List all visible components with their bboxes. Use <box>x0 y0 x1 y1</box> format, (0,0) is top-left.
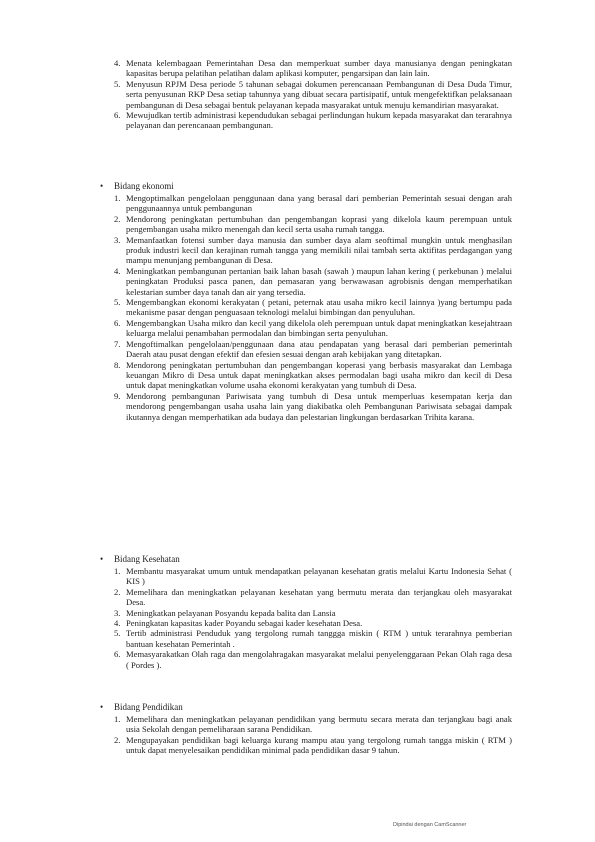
bullet-icon: • <box>100 554 104 564</box>
scanner-watermark: Dipindai dengan CamScanner <box>393 822 467 828</box>
bullet-icon: • <box>100 702 104 712</box>
item-text: Tertib administrasi Penduduk yang tergolong rumah tanggga miskin ( RTM ) untuk terarahnya pemberian bantuan kesehatan Pemerintah . <box>126 628 512 649</box>
list-item <box>114 649 512 670</box>
list-item <box>114 608 512 618</box>
item-number: 4. <box>114 265 121 276</box>
kesehatan-list <box>114 566 512 670</box>
item-text: Mendorong pembangunan Pariwisata yang tumbuh di Desa untuk memperluas kesempatan kerja dan mendorong pengembangan usaha usaha lain yang diakibatka oleh Pembangunan Pariwisata sebagai dampak ikutannya dengan memperhatikan ada budaya dan pelestarian lingkungan berdasarkan Trihita karana. <box>126 390 512 422</box>
item-text: Mewujudkan tertib administrasi kependudukan sebagai perlindungan hukum kepada masyarakat dan terarahnya pelayanan dan perencanaan pembangunan. <box>126 110 512 131</box>
item-number: 5. <box>114 297 121 308</box>
item-text: Memanfaatkan fotensi sumber daya manusia dan sumber daya alam seoftimal mungkin untuk menghasilan produk industri kecil dan kerajinan rumah tangga yang memikili nilai tambah serta aktifitas perdagangan yang mampu menunjang pembangunan di Desa. <box>126 234 512 266</box>
item-text: Mengoftimalkan pengelolaan/penggunaan dana atau pendapatan yang berasal dari pemberian pemerintah Daerah atau pusat dengan efektif dan efesien sesuai dengan arah kebijakan yang ditetapkan. <box>126 338 512 360</box>
list-item <box>114 58 512 79</box>
item-number: 2. <box>114 734 121 745</box>
list-item <box>114 360 512 391</box>
item-number: 8. <box>114 359 121 370</box>
item-text: Mengembangkan ekonomi kerakyatan ( petani, peternak atau usaha mikro kecil lainnya )yang bertumpu pada mekanisme pasar dengan penguasaan teknologi melalui bimbingan dan penyuluhan. <box>126 297 512 318</box>
item-text: Mengupayakan pendidikan bagi keluarga kurang mampu atau yang tergolong rumah tangga miskin ( RTM ) untuk dapat menyelesaikan pendidikan minimal pada pendidikan dasar 9 tahun. <box>126 734 512 756</box>
list-item <box>114 618 512 628</box>
section-heading-kesehatan <box>100 554 512 565</box>
ekonomi-items <box>114 193 512 422</box>
item-text: Peningkatan kapasitas kader Poyandu sebagai kader kesehatan Desa. <box>126 618 363 629</box>
list-item <box>114 297 512 318</box>
kesehatan-items <box>114 566 512 670</box>
item-number: 3. <box>114 607 121 618</box>
pendidikan-list <box>114 714 512 756</box>
item-number: 9. <box>114 390 121 401</box>
item-number: 2. <box>114 213 121 224</box>
item-number: 4. <box>114 58 121 68</box>
section-heading-pendidikan <box>100 702 512 713</box>
item-number: 6. <box>114 649 121 660</box>
item-number: 6. <box>114 110 121 121</box>
list-item <box>114 214 512 235</box>
ekonomi-list <box>114 193 512 422</box>
list-item <box>114 318 512 339</box>
section-heading-ekonomi <box>100 181 512 192</box>
list-item <box>114 735 512 756</box>
list-item <box>114 339 512 360</box>
heading-text: Bidang Kesehatan <box>114 554 180 564</box>
item-number: 1. <box>114 566 121 576</box>
item-text: Memelihara dan meningkatkan pelayanan pendidikan yang bermutu secara merata dan terjangkau bagi anak usia Sekolah dengan pemeliharaan sarana Pendidikan. <box>126 714 512 735</box>
section-pendidikan <box>100 702 512 713</box>
item-number: 5. <box>114 78 121 89</box>
heading-text: Bidang ekonomi <box>114 181 174 191</box>
item-text: Memasyarakatkan Olah raga dan mengolahragakan masyarakat melalui penyelenggaraan Pekan Olah raga desa ( Pordes ). <box>126 649 512 670</box>
item-text: Memelihara dan meningkatkan pelayanan kesehatan yang bermutu merata dan terjangkau oleh masyarakat Desa. <box>126 586 512 608</box>
item-text: Membantu masyarakat umum untuk mendapatkan pelayanan kesehatan gratis melalui Kartu Indonesia Sehat ( KIS ) <box>126 566 512 587</box>
item-text: Mendorong peningkatan pertumbuhan dan pengembangan koprasi yang dikelola kaum perempuan untuk pengembangan usaha mikro menengah dan kecil serta usaha rumah tangga. <box>126 213 512 235</box>
item-number: 3. <box>114 234 121 245</box>
item-text: Menyusun RPJM Desa periode 5 tahunan sebagai dokumen perencanaan Pembangunan di Desa Duda Timur, serta penyusunan RKP Desa setiap tahunnya yang dibuat secara partisipatif, untuk mengefektifkan pelaksanaan pembangunan di Desa sebagai bentuk pelayanan kepada masyarakat untuk menuju kemandirian masyarakat. <box>126 78 512 110</box>
list-item <box>114 714 512 735</box>
list-item <box>114 79 512 110</box>
heading-text: Bidang Pendidikan <box>114 702 183 712</box>
section-kesehatan <box>100 554 512 565</box>
item-number: 6. <box>114 317 121 328</box>
section-ekonomi <box>100 181 512 192</box>
list-item <box>114 566 512 587</box>
intro-list <box>114 58 512 131</box>
item-text: Mengembangkan Usaha mikro dan kecil yang dikelola oleh perempuan untuk dapat meningkatkan kesejahtraan keluarga melalui penambahan permodalan dan bimbingan serta penyuluhan. <box>126 317 512 339</box>
item-text: Mengoptimalkan pengelolaan penggunaan dana yang berasal dari pemberian Pemerintah sesuai dengan arah penggunaannya untuk pembangunan <box>126 193 512 214</box>
item-number: 5. <box>114 628 121 639</box>
item-text: Meningkatkan pembangunan pertanian baik lahan basah (sawah ) maupun lahan kering ( perkebunan ) melalui peningkatan Produksi pasca panen, dan pemasaran yang berwawasan agrobisnis dengan memperhatikan kelestarian sumber daya tanah dan air yang tersedia. <box>126 265 512 297</box>
item-number: 4. <box>114 618 121 629</box>
bullet-icon: • <box>100 181 104 191</box>
list-item <box>114 193 512 214</box>
item-text: Meningkatkan pelayanan Posyandu kepada balita dan Lansia <box>126 607 336 618</box>
item-number: 7. <box>114 338 121 349</box>
item-number: 1. <box>114 193 121 203</box>
list-item <box>114 587 512 608</box>
list-item <box>114 235 512 266</box>
list-item <box>114 628 512 649</box>
intro-section <box>114 58 512 131</box>
list-item <box>114 266 512 297</box>
item-text: Mendorong peningkatan pertumbuhan dan pengembangan koperasi yang berbasis masyarakat dan Lembaga keuangan Mikro di Desa untuk dapat meningkatkan akses permodalan bagi usaha mikro dan kecil di Desa untuk dapat meningkatkan volume usaha ekonomi kerakyatan yang tumbuh di Desa. <box>126 359 512 391</box>
pendidikan-items <box>114 714 512 756</box>
list-item <box>114 110 512 131</box>
item-number: 1. <box>114 714 121 724</box>
list-item <box>114 391 512 422</box>
item-number: 2. <box>114 586 121 597</box>
item-text: Menata kelembagaan Pemerintahan Desa dan memperkuat sumber daya manusianya dengan peningkatan kapasitas berupa pelatihan pelatihan dalam aplikasi komputer, pengarsipan dan lain lain. <box>126 58 512 79</box>
